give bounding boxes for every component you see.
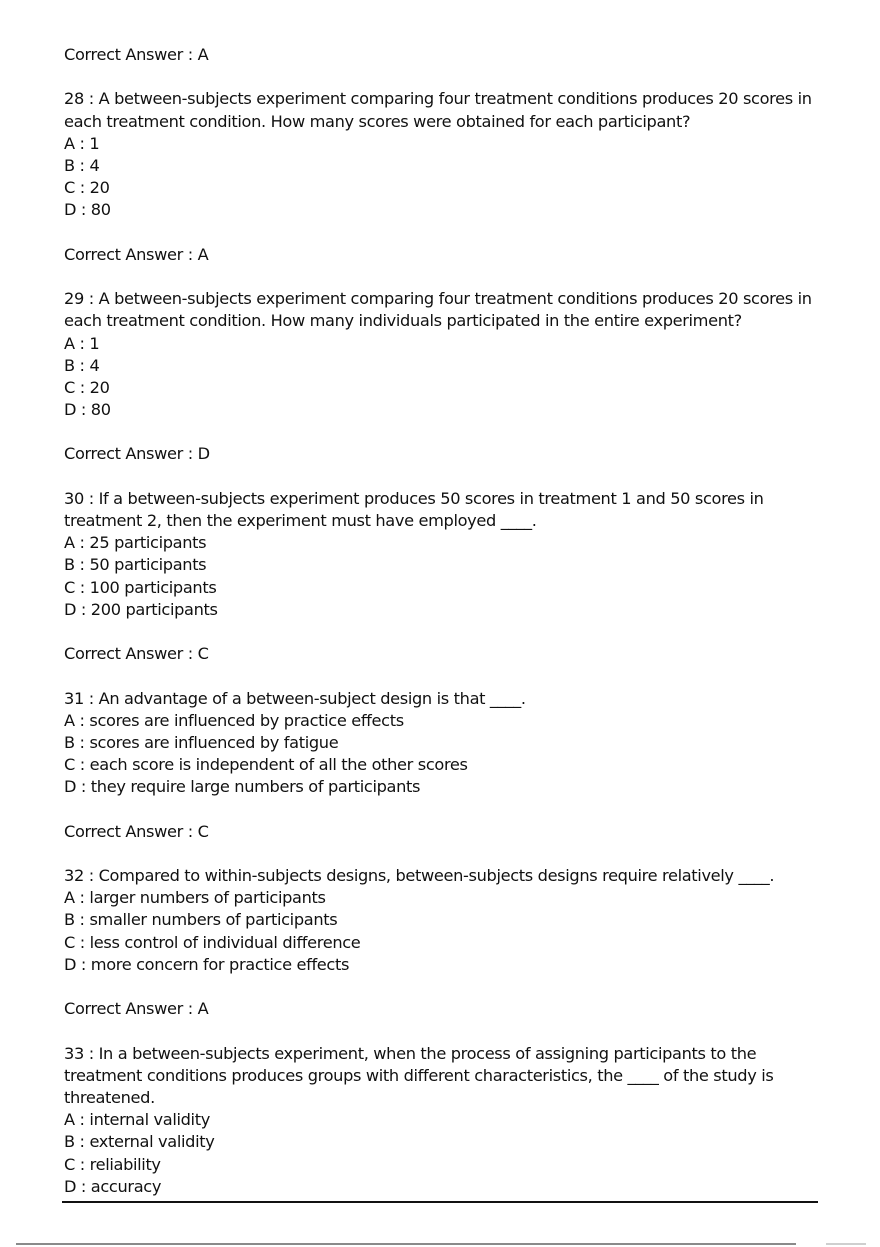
option-d: D : they require large numbers of participants [64,777,421,797]
option-a: A : 1 [64,133,100,153]
option-b: B : smaller numbers of participants [64,910,338,930]
question-32 [64,865,824,1020]
options-list [64,532,824,621]
correct-answer: Correct Answer : A [64,999,209,1019]
question-30 [64,488,824,666]
correct-answer-27: Correct Answer : A [64,45,209,64]
footer-bar-fragment [826,1243,866,1245]
options-list [64,1109,824,1198]
option-c: C : less control of individual difference [64,932,361,952]
option-c: C : each score is independent of all the other scores [64,755,468,775]
question-29 [64,288,824,466]
option-b: B : 4 [64,155,100,175]
option-a: A : 25 participants [64,533,207,553]
question-text: 30 : If a between-subjects experiment produces 50 scores in treatment 1 and 50 scores in treatment 2, then the experiment must have employed ____. [64,488,764,531]
option-d: D : 200 participants [64,599,218,619]
correct-answer: Correct Answer : C [64,821,209,841]
document-page [64,44,824,1198]
question-text: 33 : In a between-subjects experiment, when the process of assigning participants to the treatment conditions produces groups with different characteristics, the ____ of the study is threatened. [64,1043,774,1107]
option-c: C : 20 [64,178,110,198]
option-c: C : 100 participants [64,577,217,597]
option-b: B : scores are influenced by fatigue [64,732,339,752]
option-a: A : scores are influenced by practice effects [64,710,404,730]
question-text: 28 : A between-subjects experiment comparing four treatment conditions produces 20 scores in each treatment condition. How many scores were obtained for each participant? [64,89,812,131]
footer-bar [16,1243,796,1245]
option-c: C : reliability [64,1154,161,1174]
horizontal-rule [62,1201,818,1203]
option-a: A : 1 [64,333,100,353]
question-28 [64,88,824,266]
correct-answer: Correct Answer : A [64,244,209,264]
question-text: 31 : An advantage of a between-subject design is that ____. [64,688,526,708]
option-d: D : more concern for practice effects [64,954,350,974]
option-a: A : internal validity [64,1110,210,1130]
options-list [64,887,824,976]
correct-answer: Correct Answer : D [64,444,210,464]
question-33 [64,1043,824,1198]
question-31 [64,688,824,843]
option-b: B : 4 [64,355,100,375]
option-c: C : 20 [64,377,110,397]
question-text: 29 : A between-subjects experiment comparing four treatment conditions produces 20 scores in each treatment condition. How many individuals participated in the entire experiment? [64,289,812,331]
option-a: A : larger numbers of participants [64,888,326,908]
options-list [64,333,824,422]
question-text: 32 : Compared to within-subjects designs, between-subjects designs require relatively ____. [64,866,775,886]
options-list [64,710,824,799]
option-b: B : 50 participants [64,555,207,575]
correct-answer: Correct Answer : C [64,644,209,664]
options-list [64,133,824,222]
option-b: B : external validity [64,1132,215,1152]
option-d: D : 80 [64,400,111,420]
option-d: D : accuracy [64,1176,162,1196]
option-d: D : 80 [64,200,111,220]
